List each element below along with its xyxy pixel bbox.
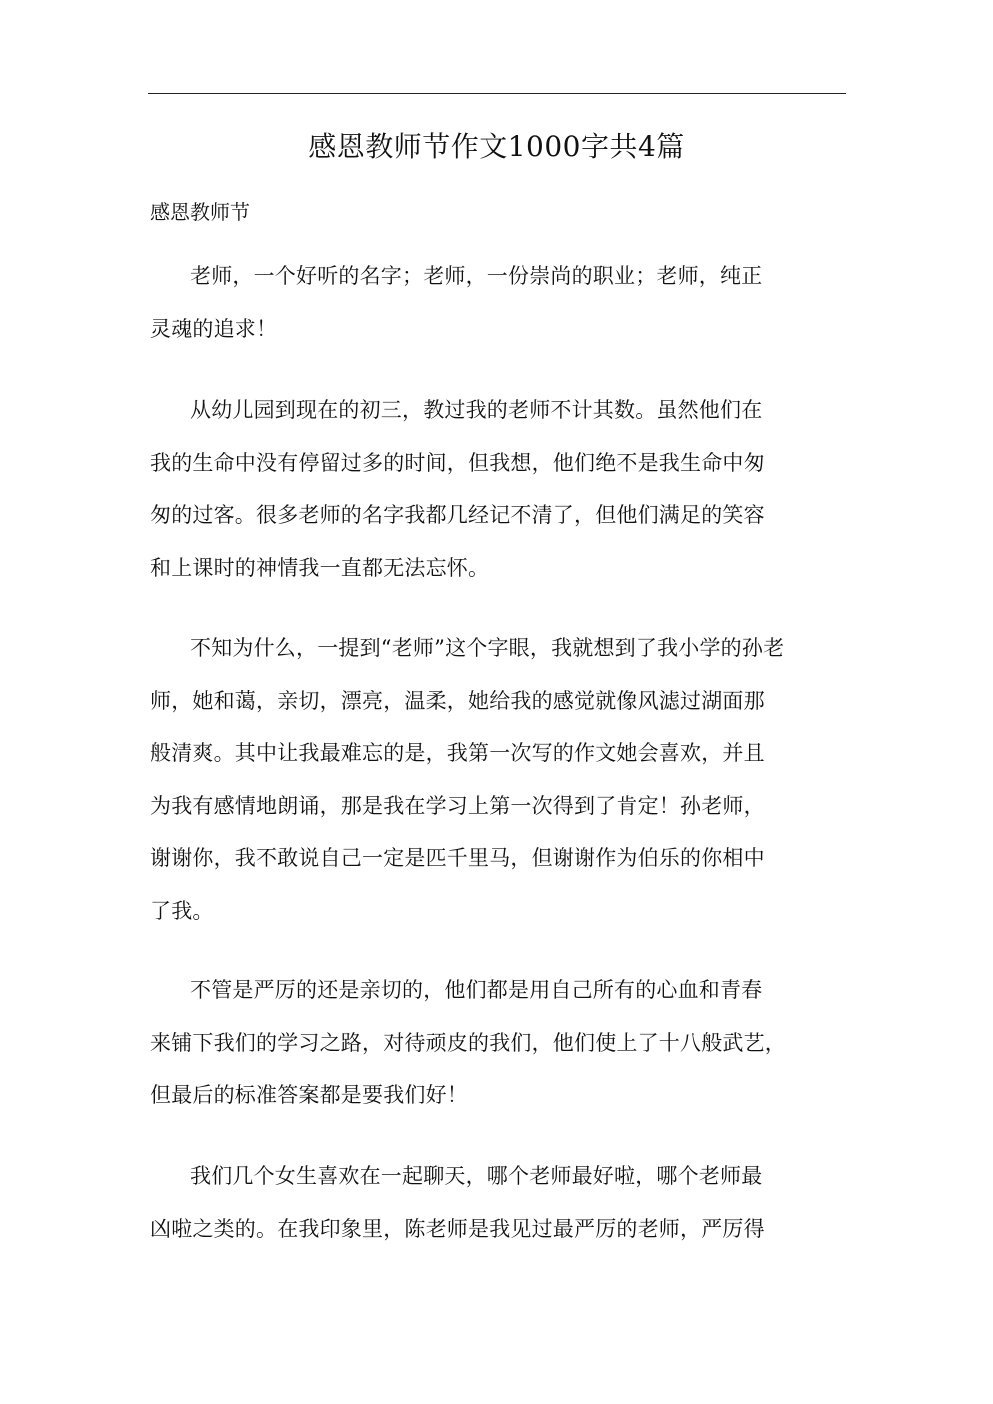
paragraph-line: 为我有感情地朗诵，那是我在学习上第一次得到了肯定！孙老师， (150, 793, 765, 818)
paragraph-line: 匆的过客。很多老师的名字我都几经记不清了，但他们满足的笑容 (150, 503, 765, 527)
paragraph-line: 般清爽。其中让我最难忘的是，我第一次写的作文她会喜欢，并且 (150, 741, 765, 765)
paragraph-1 (150, 250, 840, 355)
document-subtitle: 感恩教师节 (150, 200, 250, 224)
paragraph-line: 了我。 (150, 898, 214, 923)
paragraph-line: 凶啦之类的。在我印象里，陈老师是我见过最严厉的老师，严厉得 (150, 1216, 765, 1241)
paragraph-line: 但最后的标准答案都是要我们好！ (150, 1083, 468, 1107)
paragraph-line: 来铺下我们的学习之路，对待顽皮的我们，他们使上了十八般武艺， (150, 1030, 786, 1055)
paragraph-line: 不管是严厉的还是亲切的，他们都是用自己所有的心血和青春 (190, 978, 763, 1002)
paragraph-line: 我们几个女生喜欢在一起聊天，哪个老师最好啦，哪个老师最 (190, 1164, 763, 1188)
paragraph-2 (150, 384, 840, 594)
document-title: 感恩教师节作文1000字共4篇 (308, 130, 685, 163)
paragraph-line: 我的生命中没有停留过多的时间，但我想，他们绝不是我生命中匆 (150, 450, 765, 475)
paragraph-line: 和上课时的神情我一直都无法忘怀。 (150, 555, 490, 580)
paragraph-5 (150, 1150, 840, 1255)
header-rule (148, 93, 846, 94)
paragraph-4 (150, 964, 840, 1122)
paragraph-line: 灵魂的追求！ (150, 316, 278, 341)
paragraph-line: 不知为什么，一提到“老师”这个字眼，我就想到了我小学的孙老 (190, 636, 785, 660)
paragraph-line: 师，她和蔼，亲切，漂亮，温柔，她给我的感觉就像风滤过湖面那 (150, 688, 765, 713)
paragraph-line: 从幼儿园到现在的初三，教过我的老师不计其数。虽然他们在 (190, 398, 763, 422)
paragraph-line: 谢谢你，我不敢说自己一定是匹千里马，但谢谢作为伯乐的你相中 (150, 846, 765, 870)
paragraph-line: 老师，一个好听的名字；老师，一份崇尚的职业；老师，纯正 (190, 264, 763, 288)
paragraph-3 (150, 622, 840, 937)
